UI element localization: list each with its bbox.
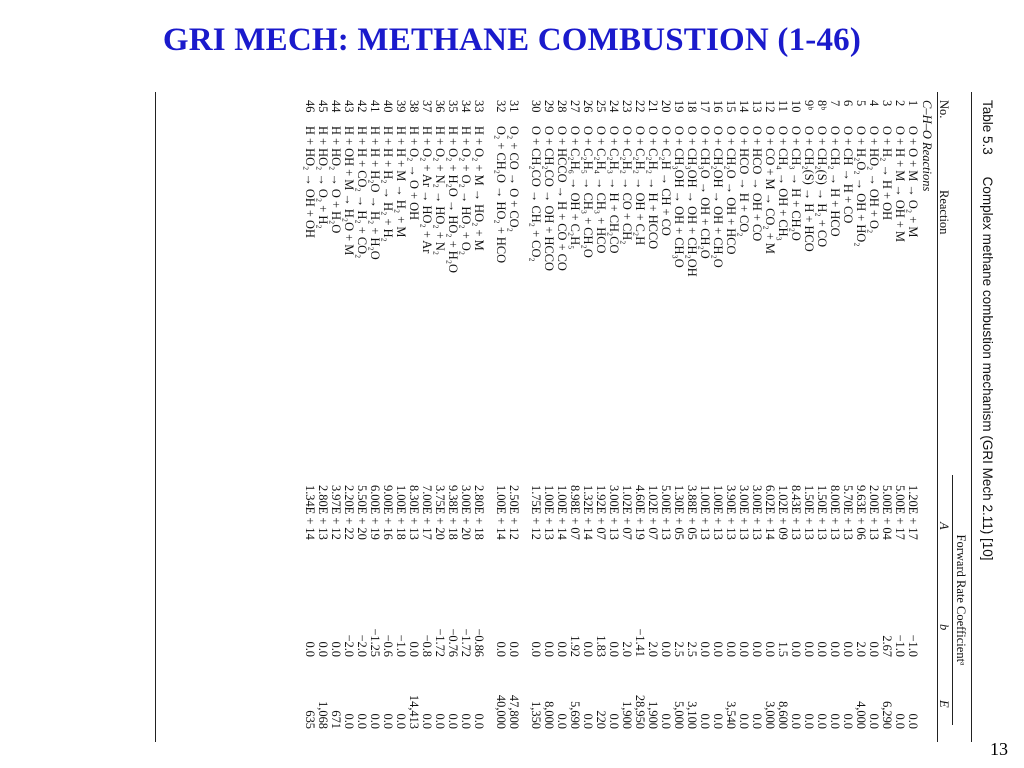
page-number: 13 [990,739,1008,759]
coef-e: 0.0 [420,713,434,729]
coef-a: 1.00E + 18 [394,485,408,540]
coef-e: 0.0 [737,713,751,729]
row-number: 19 [672,100,686,113]
row-number: 34 [459,100,473,113]
reaction: O + HCO → OH + CO [750,126,764,242]
coef-a: 1.02E + 07 [620,485,634,540]
coef-e: 0.0 [607,713,621,729]
row-number: 14 [737,100,751,113]
row-number: 15 [724,100,738,113]
reaction: H + HO₂ → O₂ + H₂ [316,126,330,229]
row-number: 29 [542,100,556,113]
reaction: O + CH₃O → OH + CH₂O [698,126,712,259]
coef-a: 1.92E + 07 [594,485,608,540]
coef-b: −1.72 [433,628,447,657]
coef-a: 1.32E + 14 [581,485,595,540]
table-row [395,92,407,752]
coef-a: 1.00E + 13 [542,485,556,540]
row-number: 27 [568,100,582,113]
coef-e: 6,290 [880,701,894,729]
table-row [556,92,568,752]
row-number: 32 [494,100,508,113]
table-row [660,92,672,752]
coef-a: 1.34E + 14 [303,485,317,540]
table-row [673,92,685,752]
reaction: H + H + CO₂ → H₂ + CO₂ [355,126,369,259]
table-row [569,92,581,752]
coef-b: 0.0 [802,641,816,657]
coef-a: 3.00E + 13 [750,485,764,540]
reaction: O + H₂ → H + OH [880,126,894,221]
coef-a: 9.38E + 18 [446,485,460,540]
reaction: O + C₂H₂ → OH + C₂H [633,126,647,246]
coef-a: 2.80E + 18 [472,485,486,540]
table-row [686,92,698,752]
table-caption [981,100,995,740]
coef-b: −0.8 [420,634,434,657]
coef-b: 0.0 [698,641,712,657]
coef-b: 1.83 [594,635,608,657]
coef-b: 1.92 [568,635,582,657]
reaction: O + CO + M → CO₂ + M [763,126,777,254]
coef-a: 1.02E + 07 [646,485,660,540]
table-row [317,92,329,752]
table-row [530,92,542,752]
coef-b: 0.0 [494,641,508,657]
reaction: O + HO₂ → OH + O₂ [867,126,881,234]
reaction: H + H + H₂ → H₂ + H₂ [381,126,395,242]
table-row [699,92,711,752]
coef-a: 3.75E + 20 [433,485,447,540]
column-header-no: No. [937,100,951,119]
coef-e: 0.0 [368,713,382,729]
table-number: Table 5.3 [980,100,995,155]
coef-b: −1.41 [633,628,647,657]
coef-b: 0.0 [555,641,569,657]
coef-b: −0.86 [472,628,486,657]
coef-a: 1.50E + 13 [802,485,816,540]
coef-a: 8.00E + 13 [828,485,842,540]
reaction: O + C₂H₄ → CH₃ + HCO [594,126,608,254]
reaction: O + H₂O₂ → OH + HO₂ [854,126,868,247]
coef-a: 3.90E + 13 [724,485,738,540]
reaction: O + CH₂(S) → H + HCO [802,126,816,252]
coef-e: 0.0 [433,713,447,729]
column-header-a: A [937,522,951,530]
table-row [421,92,433,752]
reaction: O + CH₄ → OH + CH₃ [776,126,790,241]
row-number: 43 [342,100,356,113]
coef-b: 0.0 [581,641,595,657]
coef-a: 1.20E + 17 [906,485,920,540]
coef-e: 0.0 [750,713,764,729]
coef-e: 4,000 [854,701,868,729]
reaction: O + C₂H₆ → OH + C₂H₅ [568,126,582,250]
table-row [751,92,763,752]
table-row [868,92,880,752]
table-row [434,92,446,752]
coef-b: 0.0 [724,641,738,657]
row-number: 11 [776,100,790,112]
coef-a: 1.50E + 13 [815,485,829,540]
coef-e: 1,900 [620,701,634,729]
coef-b: 0.0 [841,641,855,657]
reaction: O + C₂H₅ → CH₃ + CH₂O [581,126,595,258]
coef-a: 8.98E + 07 [568,485,582,540]
row-number: 17 [698,100,712,113]
column-header-reaction: Reaction [937,190,951,235]
reaction: H + O₂ + Ar → HO₂ + Ar [420,126,434,254]
table-row [382,92,394,752]
coef-a: 9.63E + 06 [854,485,868,540]
coef-e: 220 [594,710,608,729]
coef-b: 0.0 [303,641,317,657]
row-number: 42 [355,100,369,113]
coef-a: 3.00E + 20 [459,485,473,540]
table-row [595,92,607,752]
coef-e: 47,800 [507,694,521,729]
coef-e: 0.0 [867,713,881,729]
coef-e: 0.0 [394,713,408,729]
coef-b: 2.5 [685,641,699,657]
coef-b: −2.0 [355,634,369,657]
coef-b: 0.0 [316,641,330,657]
row-number: 22 [633,100,647,113]
row-number: 7 [828,100,842,107]
row-number: 33 [472,100,486,113]
coef-e: 5,000 [672,701,686,729]
reaction: O + C₂H₂ → CO + CH₂ [620,126,634,245]
table-row [330,92,342,752]
section-label: C–H–O Reactions [920,100,934,192]
row-number: 26 [581,100,595,113]
table-row [881,92,893,752]
coef-e: 40,000 [494,694,508,729]
row-number: 35 [446,100,460,113]
coef-b: 0.0 [789,641,803,657]
forward-rate-header: Forward Rate Coefficientᵃ [954,534,968,666]
reaction: O + C₂H → CH + CO [659,126,673,236]
row-number: 8ᵇ [815,100,829,111]
table-row [894,92,906,752]
coef-b: 0.0 [737,641,751,657]
row-number: 13 [750,100,764,113]
reaction: O + C₂H₃ → H + CH₂CO [607,126,621,254]
coef-a: 8.30E + 13 [407,485,421,540]
scanned-table [150,92,1000,752]
coef-b: 0.0 [867,641,881,657]
coef-b: 0.0 [507,641,521,657]
coef-b: 2.0 [854,641,868,657]
reaction: O + CH₂(S) → H₂ + CO [815,126,829,248]
table-caption-text: Complex methane combustion mechanism (GRI Mech 2.11) [10] [980,176,995,561]
coef-b: 2.0 [620,641,634,657]
row-number: 30 [529,100,543,113]
row-number: 12 [763,100,777,113]
row-number: 25 [594,100,608,113]
reaction: H + H + H₂O → H₂ + H₂O [368,126,382,260]
coef-e: 0.0 [906,713,920,729]
reaction: H + O₂ + O₂ → HO₂ + O₂ [459,126,473,256]
reaction: O + CH₃OH → OH + CH₃O [672,126,686,268]
table-row [543,92,555,752]
coef-e: 0.0 [893,713,907,729]
coef-b: −1.25 [368,628,382,657]
coef-b: 0.0 [529,641,543,657]
coef-e: 0.0 [802,713,816,729]
coef-e: 3,000 [763,701,777,729]
table-row [408,92,420,752]
reaction: O + CH₃OH → OH + CH₂OH [685,126,699,277]
coef-e: 0.0 [555,713,569,729]
row-number: 37 [420,100,434,113]
coef-e: 3,100 [685,701,699,729]
table-row [790,92,802,752]
coef-b: −0.76 [446,628,460,657]
row-number: 38 [407,100,421,113]
coef-b: 2.0 [646,641,660,657]
reaction: H + O₂ + M → HO₂ + M [472,126,486,251]
coef-e: 0.0 [342,713,356,729]
coef-a: 2.80E + 13 [316,485,330,540]
reaction: O + CH₂ → H + HCO [828,126,842,237]
reaction: H + O₂ → O + OH [407,126,421,221]
coef-a: 4.60E + 19 [633,485,647,540]
row-number: 2 [893,100,907,107]
coef-b: −1.0 [906,634,920,657]
coef-a: 8.43E + 13 [789,485,803,540]
row-number: 21 [646,100,660,113]
reaction: O + CH → H + CO [841,126,855,224]
reaction: O + HCO → H + CO₂ [737,126,751,237]
header-rule [937,92,938,742]
coef-a: 5.50E + 20 [355,485,369,540]
table-row [495,92,507,752]
table-row [356,92,368,752]
table-row [777,92,789,752]
coef-a: 1.30E + 05 [672,485,686,540]
reaction: O + C₂H₂ → H + HCCO [646,126,660,250]
coef-b: 2.5 [672,641,686,657]
reaction: O₂ + CO → O + CO₂ [507,126,521,232]
slide-title: GRI MECH: METHANE COMBUSTION (1-46) [162,22,862,58]
column-header-b: b [937,624,951,631]
row-number: 36 [433,100,447,113]
coef-e: 0.0 [828,713,842,729]
coef-a: 9.00E + 16 [381,485,395,540]
coef-b: −2.0 [342,634,356,657]
coef-a: 1.00E + 13 [698,485,712,540]
coef-a: 3.00E + 13 [607,485,621,540]
reaction: O + HCCO → H + CO + CO [555,126,569,271]
reaction: H + H + M → H₂ + M [394,126,408,238]
coef-e: 0.0 [472,713,486,729]
coef-e: 0.0 [841,713,855,729]
row-number: 10 [789,100,803,113]
coef-b: −0.6 [381,634,395,657]
coef-a: 5.70E + 13 [841,485,855,540]
reaction: O + CH₂CO → OH + HCCO [542,126,556,271]
reaction: O₂ + CH₂O → HO₂ + HCO [494,126,508,264]
table-row [855,92,867,752]
coef-a: 1.00E + 14 [555,485,569,540]
coef-e: 1,350 [529,701,543,729]
coef-e: 0.0 [446,713,460,729]
coef-b: 0.0 [815,641,829,657]
reaction: O + O + M → O₂ + M [906,126,920,238]
coef-b: 0.0 [542,641,556,657]
table-row [304,92,316,752]
row-number: 31 [507,100,521,113]
coef-e: 635 [303,710,317,729]
table-row [803,92,815,752]
coef-e: 0.0 [581,713,595,729]
coef-e: 0.0 [459,713,473,729]
row-number: 18 [685,100,699,113]
coef-e: 0.0 [381,713,395,729]
top-rule [971,92,972,742]
row-number: 1 [906,100,920,107]
coef-a: 7.00E + 17 [420,485,434,540]
table-row [712,92,724,752]
coef-a: 1.00E + 14 [494,485,508,540]
table-row [738,92,750,752]
coef-b: 0.0 [329,641,343,657]
coef-a: 6.00E + 19 [368,485,382,540]
column-header-e: E [937,700,951,708]
reaction: H + OH + M → H₂O + M [342,126,356,256]
row-number: 3 [880,100,894,107]
coef-b: 0.0 [750,641,764,657]
row-number: 45 [316,100,330,113]
table-row [907,92,919,752]
coef-e: 671 [329,710,343,729]
forward-rate-underline [952,475,953,725]
bottom-rule [155,92,156,742]
table-row [508,92,520,752]
coef-b: 0.0 [607,641,621,657]
reaction: O + CH₂O → OH + HCO [724,126,738,255]
coef-e: 3,540 [724,701,738,729]
coef-e: 0.0 [698,713,712,729]
row-number: 9ᵇ [802,100,816,111]
row-number: 28 [555,100,569,113]
coef-e: 0.0 [355,713,369,729]
coef-a: 5.00E + 04 [880,485,894,540]
table-row [842,92,854,752]
row-number: 23 [620,100,634,113]
coef-a: 2.50E + 12 [507,485,521,540]
coef-a: 1.02E + 09 [776,485,790,540]
reaction: H + HO₂ → O + H₂O [329,126,343,234]
coef-a: 2.20E + 22 [342,485,356,540]
reaction: O + CH₃ → H + CH₂O [789,126,803,241]
coef-b: 0.0 [659,641,673,657]
table-row [634,92,646,752]
row-number: 24 [607,100,621,113]
row-number: 39 [394,100,408,113]
table-row [447,92,459,752]
reaction: H + HO₂ → OH + OH [303,126,317,238]
coef-e: 1,068 [316,701,330,729]
coef-e: 1,900 [646,701,660,729]
coef-e: 14,413 [407,694,421,729]
coef-b: 0.0 [828,641,842,657]
coef-a: 1.75E + 12 [529,485,543,540]
reaction: H + O₂ + N₂ → HO₂ + N₂ [433,126,447,256]
table-row [369,92,381,752]
row-number: 20 [659,100,673,113]
table-row [582,92,594,752]
coef-a: 3.00E + 13 [737,485,751,540]
table-row [343,92,355,752]
table-row [647,92,659,752]
row-number: 40 [381,100,395,113]
row-number: 4 [867,100,881,107]
coef-e: 0.0 [815,713,829,729]
coef-e: 8,600 [776,701,790,729]
coef-b: 1.5 [776,641,790,657]
table-row [816,92,828,752]
reaction: O + CH₂CO → CH₂ + CO₂ [529,126,543,262]
coef-a: 6.02E + 14 [763,485,777,540]
coef-e: 8,000 [542,701,556,729]
row-number: 5 [854,100,868,107]
table-row [473,92,485,752]
coef-a: 5.00E + 17 [893,485,907,540]
rotated-table-page [150,92,1000,752]
row-number: 16 [711,100,725,113]
coef-e: 0.0 [711,713,725,729]
reaction: O + H + M → OH + M [893,126,907,242]
table-row [764,92,776,752]
row-number: 44 [329,100,343,113]
coef-e: 5,690 [568,701,582,729]
coef-a: 2.00E + 13 [867,485,881,540]
coef-e: 28,950 [633,694,647,729]
row-number: 6 [841,100,855,107]
coef-b: −1.0 [394,634,408,657]
coef-a: 3.88E + 05 [685,485,699,540]
coef-a: 1.00E + 13 [711,485,725,540]
coef-e: 0.0 [789,713,803,729]
coef-b: −1.0 [893,634,907,657]
table-row [725,92,737,752]
table-row [621,92,633,752]
reaction: O + CH₂OH → OH + CH₂O [711,126,725,268]
coef-b: 0.0 [763,641,777,657]
coef-a: 3.97E + 12 [329,485,343,540]
coef-b: 0.0 [711,641,725,657]
coef-a: 5.00E + 13 [659,485,673,540]
reaction: H + O₂ + H₂O → HO₂ + H₂O [446,126,460,273]
table-row [608,92,620,752]
coef-b: 0.0 [407,641,421,657]
table-row [829,92,841,752]
coef-b: −1.72 [459,628,473,657]
table-row [460,92,472,752]
coef-b: 2.67 [880,635,894,657]
row-number: 41 [368,100,382,113]
row-number: 46 [303,100,317,113]
coef-e: 0.0 [659,713,673,729]
